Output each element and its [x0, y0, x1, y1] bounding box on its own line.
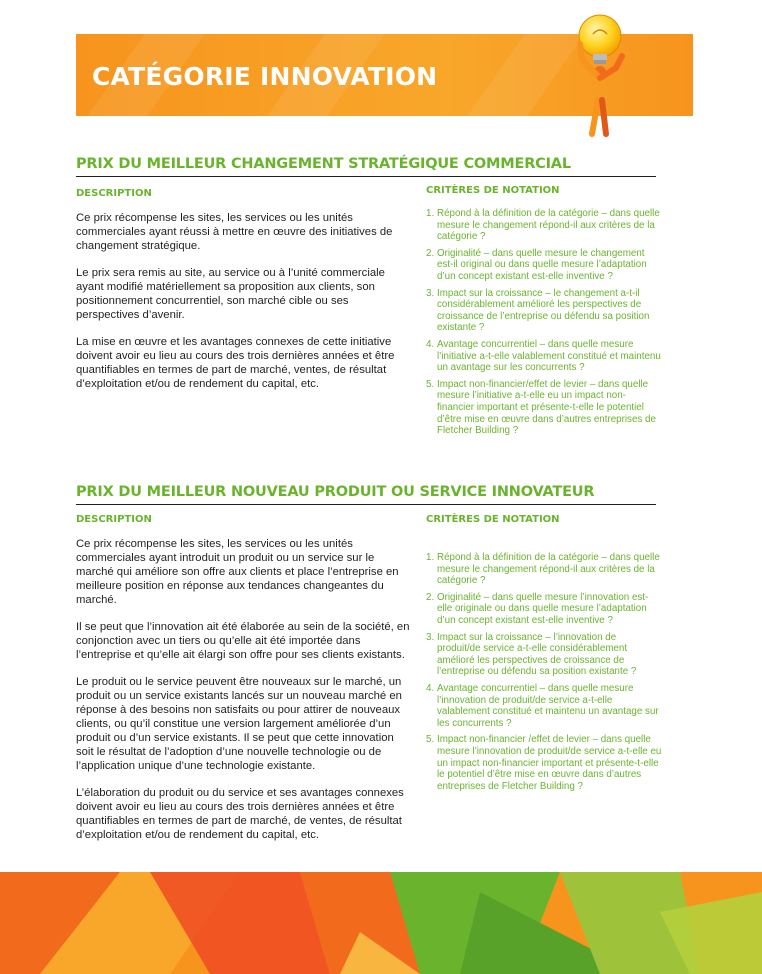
criteria-item: 5. Impact non-financier/effet de levier – dans quelle mesure l’initiative a-t-elle eu un impact non-financier important et présente-t-elle le potentiel d’être mise en œuvre dans d’autres entreprises de Fletcher Building ? — [426, 378, 656, 437]
criteria-item: 1. Répond à la définition de la catégorie – dans quelle mesure le changement répond-il aux critères de la catégorie ? — [426, 208, 660, 243]
description-label: DESCRIPTION — [76, 514, 152, 525]
criteria-item: 1. Répond à la définition de la catégorie – dans quelle mesure le changement répond-il aux critères de la catégorie ? — [426, 552, 660, 587]
lightbulb-mascot-icon — [560, 8, 640, 138]
description-label: DESCRIPTION — [76, 188, 152, 199]
criteria-list — [426, 552, 662, 797]
criteria-label: CRITÈRES DE NOTATION — [426, 185, 560, 196]
description-paragraph: Ce prix récompense les sites, les services ou les unités commerciales ayant réussi à mettre en œuvre des initiatives de changement stratégique. — [76, 212, 393, 252]
description-body — [76, 537, 410, 855]
criteria-item: 4. Avantage concurrentiel – dans quelle mesure l’innovation de produit/de service a-t-elle valablement constitué et maintenu un avantage sur les concurrents ? — [426, 682, 659, 729]
description-paragraph: Le produit ou le service peuvent être nouveaux sur le marché, un produit ou un service existants lancés sur un nouveau marché en réponse à des besoins non satisfaits ou pour attirer de nouveaux clients, ou qu’il constitue une version largement améliorée d’un produit ou d’un service existants. Il se peut que cette innovation soit le résultat de l’adoption d’une nouvelle technologie ou de l’application unique d’une technologie existante. — [76, 676, 402, 772]
description-body — [76, 211, 410, 404]
description-paragraph: Il se peut que l’innovation ait été élaborée au sein de la société, en conjonction avec un tiers ou qu’elle ait été importée dans l’entreprise et qu’elle ait élargi son offre pour ses clients existants. — [76, 621, 410, 661]
decorative-footer — [0, 872, 762, 974]
criteria-label: CRITÈRES DE NOTATION — [426, 514, 560, 525]
criteria-item: 2. Originalité – dans quelle mesure l’innovation est-elle originale ou dans quelle mesure l’adaptation d’un concept existant est-elle inventive ? — [426, 591, 649, 626]
criteria-item: 3. Impact sur la croissance – l’innovation de produit/de service a-t-elle considérablement amélioré les perspectives de croissance de l’entreprise ou défendu sa position existante ? — [426, 631, 637, 678]
criteria-item: 5. Impact non-financier /effet de levier – dans quelle mesure l’innovation de produit/de service a-t-elle eu un impact non-financier important et présente-t-elle le potentiel d’être mise en œuvre dans d’autres entreprises de Fletcher Building ? — [426, 734, 662, 792]
page-title: CATÉGORIE INNOVATION — [92, 62, 438, 91]
description-paragraph: Ce prix récompense les sites, les services ou les unités commerciales ayant introduit un produit ou un service sur le marché qui améliore son offre aux clients et place l’entreprise en meilleure position en réponse aux tendances changeantes du marché. — [76, 538, 399, 606]
description-paragraph: Le prix sera remis au site, au service ou à l’unité commerciale ayant modifié matériellement sa proposition aux clients, son positionnement concurrentiel, son marché cible ou ses perspectives d’avenir. — [76, 267, 385, 321]
section-heading: PRIX DU MEILLEUR CHANGEMENT STRATÉGIQUE COMMERCIAL — [76, 156, 656, 177]
description-paragraph: La mise en œuvre et les avantages connexes de cette initiative doivent avoir eu lieu au cours des trois dernières années et être quantifiables en termes de part de marché, ventes, de résultat d’exploitation et/ou de rendement du capital, etc. — [76, 336, 395, 390]
criteria-item: 4. Avantage concurrentiel – dans quelle mesure l’initiative a-t-elle valablement constitué et maintenu un avantage sur les concurrents ? — [426, 338, 661, 374]
description-paragraph: L’élaboration du produit ou du service et ses avantages connexes doivent avoir eu lieu au cours des trois dernières années et être quantifiables en termes de part de marché, de ventes, de résultat d’exploitation et/ou de rendement du capital, etc. — [76, 787, 404, 841]
criteria-item: 2. Originalité – dans quelle mesure le changement est-il original ou dans quelle mesure l’adaptation d’un concept existant est-elle inventive ? — [426, 247, 647, 282]
section-heading: PRIX DU MEILLEUR NOUVEAU PRODUIT OU SERVICE INNOVATEUR — [76, 484, 656, 505]
criteria-list — [426, 208, 662, 442]
criteria-item: 3. Impact sur la croissance – le changement a-t-il considérablement amélioré les perspectives de croissance de l’entreprise ou défendu sa position existante ? — [426, 287, 650, 334]
